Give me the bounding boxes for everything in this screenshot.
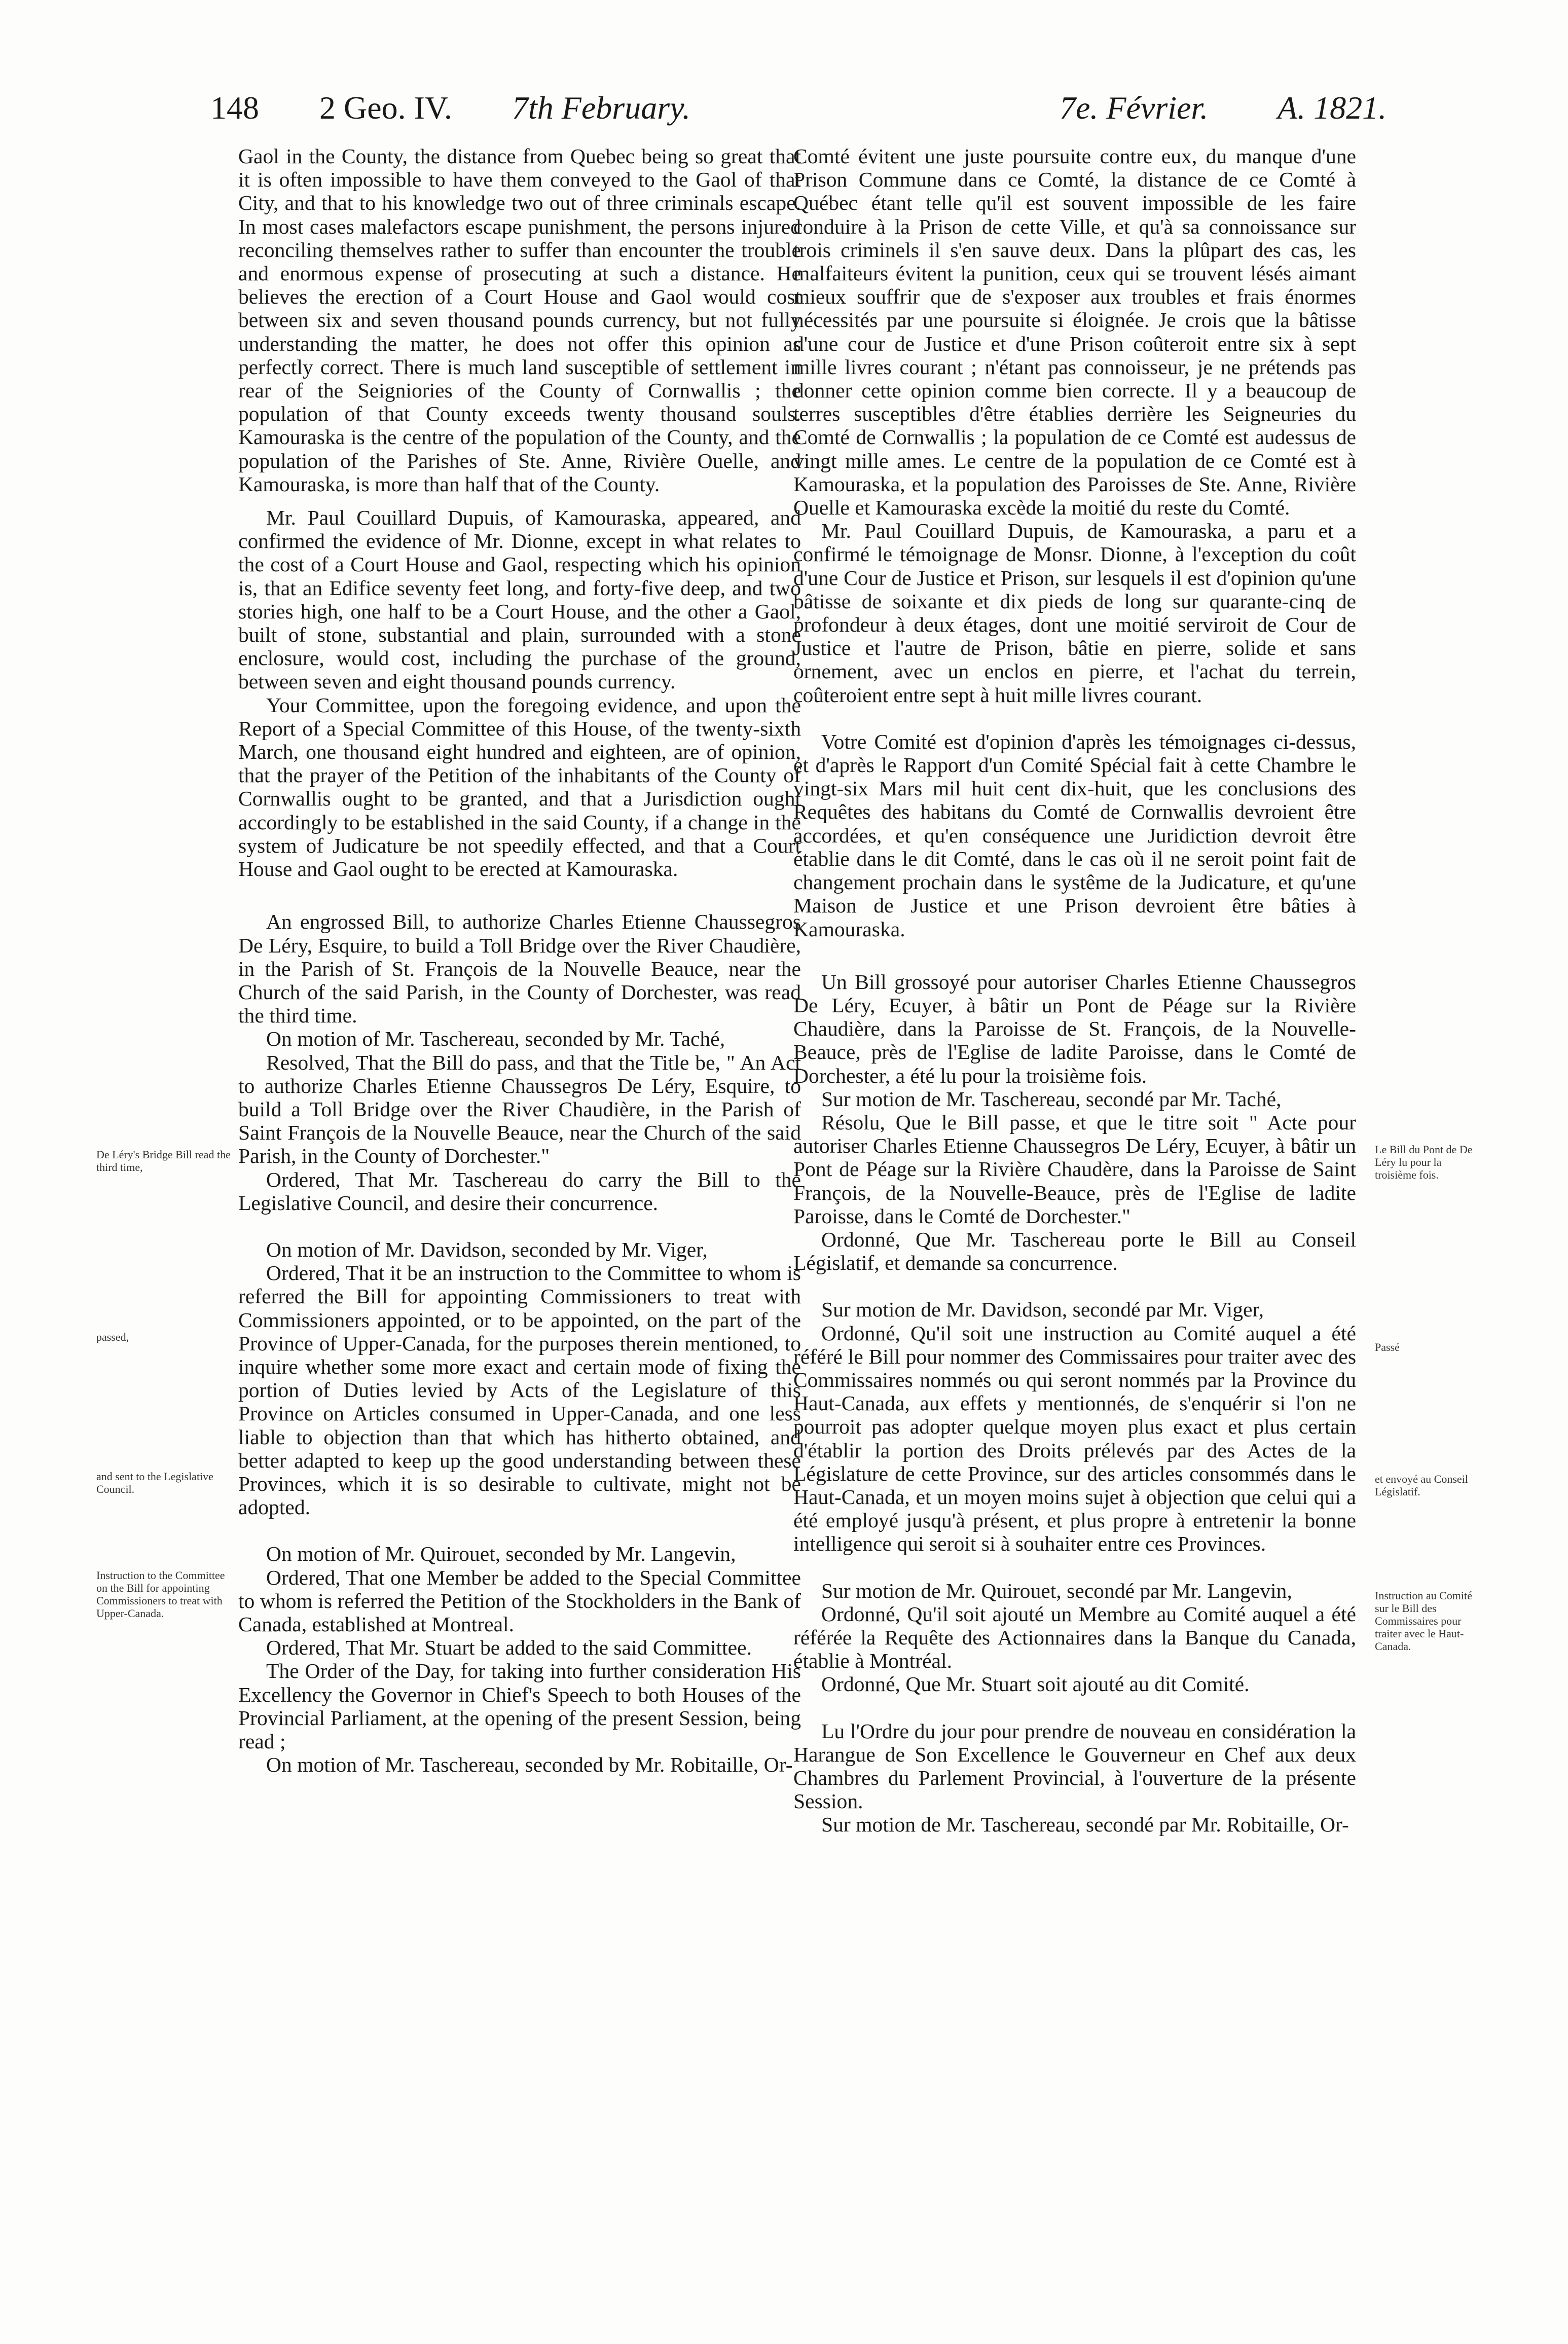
paragraph: On motion of Mr. Davidson, seconded by Mr. Viger,: [266, 1237, 708, 1261]
paragraph: Votre Comité est d'opinion d'après les témoignages ci-dessus, et d'après le Rapport d'un Comité Spécial fait à cette Chambre le vingt-six Mars mil huit cent dix-huit, que les conclusions des Requêtes des habitans du Comté de Cornwallis devroient être accordées, et qu'en conséquence une Juridiction devroit être établie dans le dit Comté, dans le cas où il ne seroit point fait de changement prochain dans le systême de la Judicature, et qu'une Maison de Justice et une Prison devroient être bâties à Kamouraska.: [793, 729, 1356, 941]
paragraph: An engrossed Bill, to authorize Charles Etienne Chaussegros De Léry, Esquire, to build a Toll Bridge over the River Chaudière, in the Parish of St. François de la Nouvelle Beauce, near the Church of the said Parish, in the County of Dorchester, was read the third time.: [238, 910, 801, 1028]
paragraph: Comté évitent une juste poursuite contre eux, du manque d'une Prison Commune dans ce Comté, la distance de ce Comté à Québec étant telle qu'il est souvent impossible de les faire conduire à la Prison de cette Ville, et qu'à sa connoissance sur trois criminels il s'en sauve deux. Dans la plûpart des cas, les malfaiteurs évitent la punition, ceux qui se trouvent lésés aimant mieux souffrir que de s'exposer aux troubles et frais énormes nécessités par une poursuite si éloignée. Je crois que la bâtisse d'une cour de Justice et d'une Prison coûteroit entre six à sept mille livres courant ; n'étant pas connoisseur, je ne prétends pas donner cette opinion comme bien correcte. Il y a beaucoup de terres susceptibles d'être établies derrière les Seigneuries du Comté de Cornwallis ; la population de ce Comté est audessus de vingt mille ames. Le centre de la population de ce Comté est à Kamouraska, et la population des Paroisses de Ste. Anne, Rivière Ouelle et Kamouraska excède la moitié du reste du Comté.: [793, 144, 1356, 520]
paragraph: Sur motion de Mr. Davidson, secondé par Mr. Viger,: [821, 1298, 1264, 1322]
margin-note: Passé: [1375, 1341, 1400, 1353]
paragraph: Ordered, That one Member be added to the Special Committee to whom is referred the Petition of the Stockholders in the Bank of Canada, established at Montreal.: [238, 1565, 801, 1636]
paragraph: Mr. Paul Couillard Dupuis, of Kamouraska, appeared, and confirmed the evidence of Mr. Dionne, except in what relates to the cost of a Court House and Gaol, respecting which his opinion is, that an Edifice seventy feet long, and forty-five deep, and two stories high, one half to be a Court House, and the other a Gaol, built of stone, substantial and plain, surrounded with a stone enclosure, would cost, including the purchase of the ground, between seven and eight thousand pounds currency.: [238, 506, 801, 693]
paragraph: Ordonné, Qu'il soit une instruction au Comité auquel a été référé le Bill pour nommer des Commissaires pour traiter avec des Commissaires nommés ou qui seront nommés par la Province du Haut-Canada, aux effets y mentionnés, de s'enquérir si l'on ne pourroit pas adopter quelque moyen plus exact et plus certain d'établir la portion des Droits prélevés par des Actes de la Législature de cette Province, sur des articles consommés dans le Haut-Canada, et un moyen moins sujet à objection que celui qui a été employé jusqu'à présent, et plus propre à entretenir la bonne intelligence qui seroit si à souhaiter entre ces Provinces.: [793, 1321, 1356, 1556]
paragraph: Un Bill grossoyé pour autoriser Charles Etienne Chaussegros De Léry, Ecuyer, à bâtir un Pont de Péage sur la Rivière Chaudière, dans la Paroisse de St. François, de la Nouvelle-Beauce, près de l'Eglise de ladite Paroisse, dans le Comté de Dorchester, a été lu pour la troisième fois.: [793, 970, 1356, 1087]
paragraph: Ordonné, Qu'il soit ajouté un Membre au Comité auquel a été référée la Requête des Actionnaires dans la Banque du Canada, établie à Montréal.: [793, 1602, 1356, 1673]
paragraph: Ordonné, Que Mr. Taschereau porte le Bill au Conseil Législatif, et demande sa concurrence.: [793, 1227, 1356, 1275]
paragraph: Ordered, That it be an instruction to the Committee to whom is referred the Bill for appointing Commissioners to treat with Commissioners appointed, or to be appointed, on the part of the Province of Upper-Canada, for the purposes therein mentioned, to inquire whether some more exact and certain mode of fixing the portion of Duties levied by Acts of the Legislature of this Province on Articles consumed in Upper-Canada, and one less liable to objection than that which has hitherto obtained, and better adapted to keep up the good understanding between these Provinces, which it is so desirable to cultivate, might not be adopted.: [238, 1261, 801, 1519]
paragraph: Your Committee, upon the foregoing evidence, and upon the Report of a Special Committee of this House, of the twenty-sixth March, one thousand eight hundred and eighteen, are of opinion, that the prayer of the Petition of the inhabitants of the County of Cornwallis ought to be granted, and that a Jurisdiction ought accordingly to be established in the said County, if a change in the system of Judicature be not speedily effected, and that a Court House and Gaol ought to be erected at Kamouraska.: [238, 693, 801, 881]
paragraph: Gaol in the County, the distance from Quebec being so great that it is often impossible to have them conveyed to the Gaol of that City, and that to his knowledge two out of three criminals escape. In most cases malefactors escape punishment, the persons injured reconciling themselves rather to suffer than encounter the trouble and enormous expense of prosecuting at such a distance. He believes the erection of a Court House and Gaol would cost between six and seven thousand pounds currency, but not fully understanding the matter, he does not offer this opinion as perfectly correct. There is much land susceptible of settlement in rear of the Seigniories of the County of Cornwallis ; the population of that County exceeds twenty thousand souls. Kamouraska is the centre of the population of the County, and the population of the Parishes of Ste. Anne, Rivière Ouelle, and Kamouraska, is more than half that of the County.: [238, 144, 801, 496]
margin-note: passed,: [96, 1331, 129, 1343]
paragraph: Sur motion de Mr. Taschereau, secondé par Mr. Taché,: [821, 1087, 1282, 1111]
page-header: [0, 85, 1568, 131]
margin-note: Le Bill du Pont de De Léry lu pour la troisième fois.: [1375, 1143, 1473, 1181]
paragraph: On motion of Mr. Quirouet, seconded by Mr. Langevin,: [266, 1542, 736, 1566]
paragraph: Resolved, That the Bill do pass, and that the Title be, " An Act to authorize Charles Etienne Chaussegros De Léry, Esquire, to build a Toll Bridge over the River Chaudière, in the Parish of Saint François de la Nouvelle Beauce, near the Church of the said Parish, in the County of Dorchester.": [238, 1050, 801, 1168]
paragraph: Ordered, That Mr. Taschereau do carry the Bill to the Legislative Council, and desire their concurrence.: [238, 1167, 801, 1215]
french-column: [793, 144, 1356, 1837]
paragraph: Ordonné, Que Mr. Stuart soit ajouté au dit Comité.: [821, 1672, 1250, 1696]
paragraph: Sur motion de Mr. Taschereau, secondé par Mr. Robitaille, Or-: [821, 1813, 1349, 1837]
date-english: 7th February.: [512, 90, 690, 126]
margin-note: et envoyé au Conseil Législatif.: [1375, 1473, 1468, 1498]
paragraph: On motion of Mr. Taschereau, seconded by Mr. Taché,: [266, 1027, 725, 1051]
margin-note: De Léry's Bridge Bill read the third time,: [96, 1148, 231, 1174]
year-label: A. 1821.: [1278, 90, 1387, 126]
page-number: 148: [210, 90, 259, 126]
paragraph: Ordered, That Mr. Stuart be added to the said Committee.: [266, 1636, 752, 1660]
paragraph: Résolu, Que le Bill passe, et que le titre soit " Acte pour autoriser Charles Etienne Chaussegros De Léry, Ecuyer, à bâtir un Pont de Péage sur la Rivière Chaudère, dans la Paroisse de Saint François, de la Nouvelle-Beauce, près de l'Eglise de ladite Paroisse, dans le Comté de Dorchester.": [793, 1110, 1356, 1228]
date-french: 7e. Février.: [1060, 90, 1209, 126]
margin-note: Instruction to the Committee on the Bill for appointing Commissioners to treat with Upper-Canada.: [96, 1569, 225, 1620]
paragraph: The Order of the Day, for taking into further consideration His Excellency the Governor in Chief's Speech to both Houses of the Provincial Parliament, at the opening of the present Session, being read ;: [238, 1659, 801, 1753]
english-column: [238, 144, 801, 1776]
margin-note: and sent to the Legislative Council.: [96, 1470, 213, 1495]
paragraph: Mr. Paul Couillard Dupuis, de Kamouraska, a paru et a confirmé le témoignage de Monsr. Dionne, à l'exception du coût d'une Cour de Justice et Prison, sur lesquels il est d'opinion qu'une bâtisse de soixante et dix pieds de long sur quarante-cinq de profondeur à deux étages, dont une moitié serviroit de Cour de Justice et l'autre de Prison, bâtie en pierre, solide et sans ornement, avec un enclos en pierre, et l'achat du terrein, coûteroient entre sept à huit mille livres courant.: [793, 519, 1356, 707]
margin-note: Instruction au Comité sur le Bill des Commissaires pour traiter avec le Haut-Canada.: [1375, 1589, 1472, 1653]
paragraph: Lu l'Ordre du jour pour prendre de nouveau en considération la Harangue de Son Excellence le Gouverneur en Chef aux deux Chambres du Parlement Provincial, à l'ouverture de la présente Session.: [793, 1719, 1356, 1813]
paragraph: Sur motion de Mr. Quirouet, secondé par Mr. Langevin,: [821, 1579, 1292, 1602]
reign-label: 2 Geo. IV.: [319, 90, 452, 126]
paragraph: On motion of Mr. Taschereau, seconded by Mr. Robitaille, Or-: [266, 1753, 793, 1777]
